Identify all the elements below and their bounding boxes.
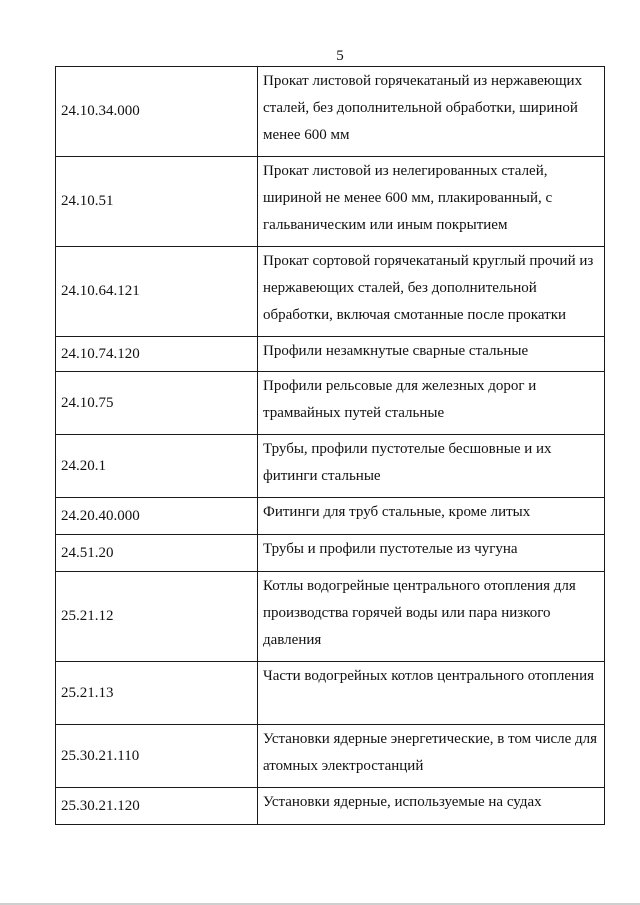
description-cell: Фитинги для труб стальные, кроме литых [258,498,605,535]
description-cell: Профили рельсовые для железных дорог и трамвайных путей стальные [258,372,605,435]
table-row [56,67,605,157]
table-row [56,788,605,825]
description-cell: Трубы, профили пустотелые бесшовные и их фитинги стальные [258,435,605,498]
table-row [56,725,605,788]
description-cell: Прокат листовой из нелегированных сталей, шириной не менее 600 мм, плакированный, с гальваническим или иным покрытием [258,157,605,247]
description-cell: Установки ядерные энергетические, в том числе для атомных электростанций [258,725,605,788]
description-cell: Профили незамкнутые сварные стальные [258,337,605,372]
code-cell: 25.21.13 [56,662,258,725]
table-row [56,157,605,247]
code-cell: 25.21.12 [56,572,258,662]
description-cell: Части водогрейных котлов центрального отопления [258,662,605,725]
classification-table [55,66,605,825]
table-row [56,435,605,498]
code-cell: 24.20.1 [56,435,258,498]
code-cell: 24.10.64.121 [56,247,258,337]
description-cell: Котлы водогрейные центрального отопления для производства горячей воды или пара низкого давления [258,572,605,662]
table-row [56,337,605,372]
description-cell: Трубы и профили пустотелые из чугуна [258,535,605,572]
description-cell: Прокат сортовой горячекатаный круглый прочий из нержавеющих сталей, без дополнительной обработки, включая смотанные после прокатки [258,247,605,337]
code-cell: 24.10.75 [56,372,258,435]
code-cell: 24.10.74.120 [56,337,258,372]
code-cell: 25.30.21.110 [56,725,258,788]
description-cell: Установки ядерные, используемые на судах [258,788,605,825]
table-row [56,498,605,535]
code-cell: 25.30.21.120 [56,788,258,825]
code-cell: 24.10.34.000 [56,67,258,157]
page-number: 5 [336,48,344,64]
description-cell: Прокат листовой горячекатаный из нержавеющих сталей, без дополнительной обработки, шириной менее 600 мм [258,67,605,157]
table-row [56,372,605,435]
code-cell: 24.20.40.000 [56,498,258,535]
table-row [56,572,605,662]
table-row [56,662,605,725]
table-row [56,535,605,572]
table-row [56,247,605,337]
code-cell: 24.10.51 [56,157,258,247]
code-cell: 24.51.20 [56,535,258,572]
